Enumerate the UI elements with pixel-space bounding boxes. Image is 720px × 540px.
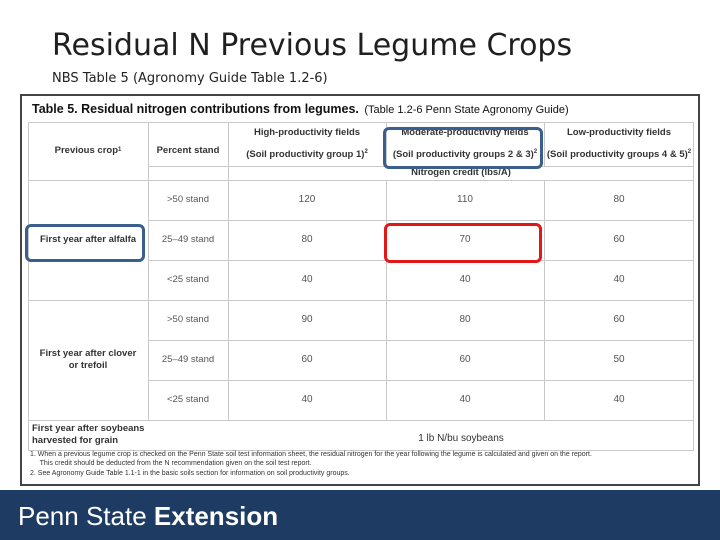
header-previous-crop: Previous crop 1: [54, 145, 122, 157]
value-cell: 110: [457, 193, 473, 205]
highlight-moderate-header: [383, 127, 543, 169]
crop-first-year-after-clover: First year after clover or trefoil: [39, 348, 137, 371]
slide-title: Residual N Previous Legume Crops: [52, 28, 573, 63]
header-nitrogen-credit: Nitrogen credit (lbs/A): [411, 167, 511, 179]
crop-first-year-after-alfalfa: First year after alfalfa: [39, 234, 137, 246]
value-cell: 80: [459, 313, 471, 325]
stand-cell: >50 stand: [167, 314, 209, 326]
highlight-alfalfa-label: [25, 224, 145, 262]
value-cell: 80: [301, 233, 313, 245]
value-cell: 90: [301, 313, 313, 325]
footnote: This credit should be deducted from the N recommendation given on the soil test report.: [30, 460, 312, 468]
footnote: 2. See Agronomy Guide Table 1.1-1 in the basic soils section for information on soil productivity groups.: [30, 469, 350, 477]
header-high-productivity: High-productivity fields (Soil productivity group 1)$^2$: [246, 127, 368, 161]
header-percent-stand: Percent stand: [156, 145, 220, 157]
value-cell: 40: [301, 273, 313, 285]
slide-subtitle: NBS Table 5 (Agronomy Guide Table 1.2-6): [52, 71, 328, 86]
value-cell: 50: [613, 353, 625, 365]
soybean-credit: 1 lb N/bu soybeans: [418, 432, 504, 444]
value-cell: 40: [613, 273, 625, 285]
stand-cell: <25 stand: [167, 394, 209, 406]
footer-bar: [0, 490, 720, 540]
table-caption: [32, 102, 569, 116]
value-cell: 40: [301, 393, 313, 405]
stand-cell: 25–49 stand: [161, 354, 215, 366]
value-cell: 80: [613, 193, 625, 205]
stand-cell: >50 stand: [167, 194, 209, 206]
value-cell: 60: [613, 313, 625, 325]
stand-cell: <25 stand: [167, 274, 209, 286]
value-cell: 120: [298, 193, 316, 205]
value-cell: 60: [301, 353, 313, 365]
highlight-moderate-value: [384, 223, 542, 263]
footnote: 1. When a previous legume crop is checked on the Penn State soil test information sheet, the residual nitrogen for the year following the legume is calculated and given on the report.: [30, 451, 592, 458]
value-cell: 40: [459, 273, 471, 285]
crop-first-year-after-soybeans: First year after soybeans harvested for grain: [32, 423, 145, 446]
value-cell-highlighted: 70: [459, 233, 471, 245]
table-caption-title: Table 5. Residual nitrogen contributions from legumes.: [32, 102, 359, 116]
value-cell: 40: [459, 393, 471, 405]
penn-state-extension-logo: Penn State Extension: [18, 501, 279, 531]
value-cell: 40: [613, 393, 625, 405]
header-moderate-productivity: Moderate-productivity fields (Soil productivity groups 2 & 3)$^2$: [392, 127, 538, 161]
table-footnotes: [30, 450, 690, 478]
header-low-productivity: Low-productivity fields (Soil productivity groups 4 & 5)$^2$: [546, 127, 692, 161]
table-caption-reference: (Table 1.2-6 Penn State Agronomy Guide): [364, 104, 569, 116]
residual-nitrogen-table: [20, 94, 700, 486]
value-cell: 60: [459, 353, 471, 365]
value-cell: 60: [613, 233, 625, 245]
stand-cell: 25–49 stand: [161, 234, 215, 246]
